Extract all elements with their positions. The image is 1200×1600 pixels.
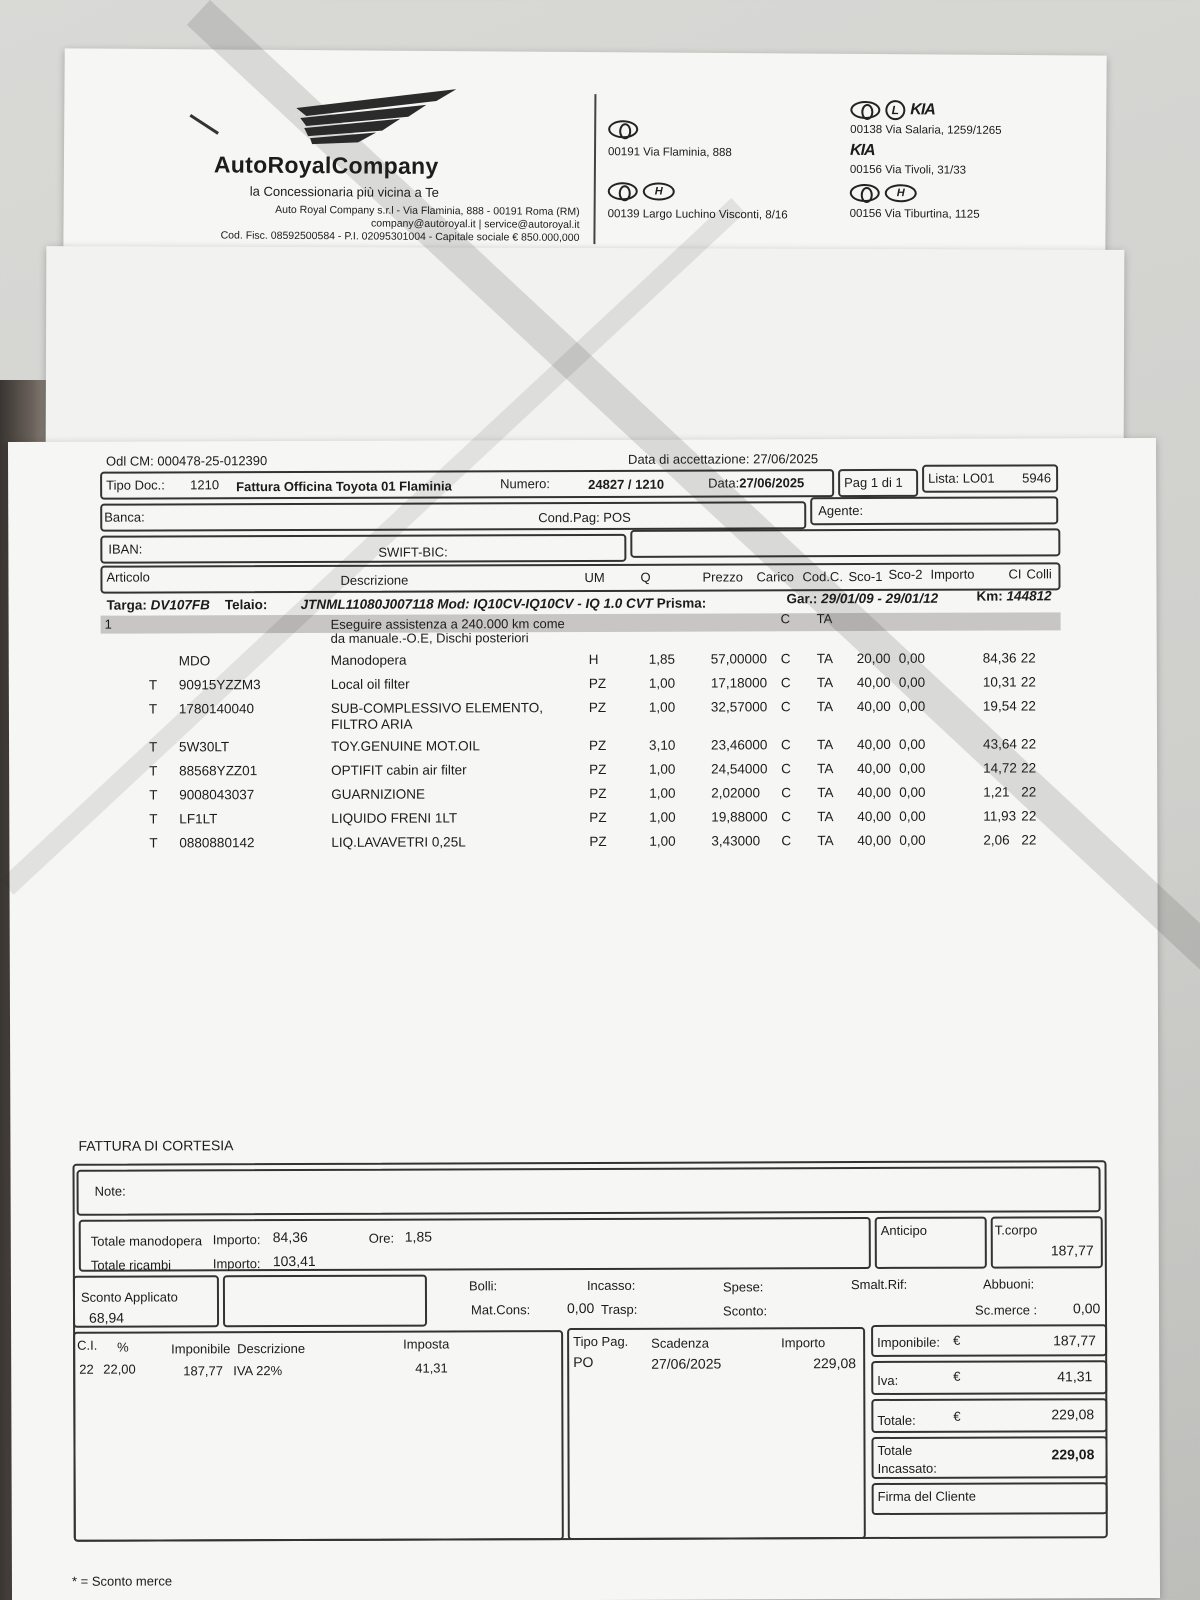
vat-ci: 22: [79, 1361, 94, 1377]
accept-label: Data di accettazione:: [628, 451, 750, 467]
incasso-label: Incasso:: [586, 1277, 636, 1293]
col-ci: CI: [1008, 566, 1022, 582]
mod-value: IQ10CV-IQ10CV - IQ 1.0 CVT: [473, 595, 653, 612]
line-sco1: 40,00: [856, 674, 891, 691]
line-t: T: [149, 739, 158, 755]
line-prezzo: 32,57000: [710, 699, 768, 715]
line-sco2: 0,00: [899, 760, 926, 776]
incassato-label-1: Totale: [877, 1442, 913, 1458]
iva-label: Iva:: [877, 1372, 899, 1388]
line-desc: LIQUIDO FRENI 1LT: [331, 810, 458, 826]
line-art: MDO: [178, 653, 211, 669]
line-imp: 19,54: [982, 698, 1017, 714]
line-desc: Manodopera: [330, 652, 407, 668]
line-ci: 22: [1020, 698, 1036, 714]
line-t: T: [149, 787, 158, 803]
vat-h-pct: %: [117, 1339, 129, 1355]
line-q: 1,00: [649, 761, 676, 777]
matcons-label: Mat.Cons:: [470, 1302, 531, 1318]
iban-right-box: [630, 528, 1060, 558]
line-prezzo: 19,88000: [711, 809, 768, 825]
line-art: LF1LT: [179, 811, 218, 827]
swift-label: SWIFT-BIC:: [378, 544, 448, 560]
group-shade: [101, 612, 1061, 633]
line-sco1: 40,00: [857, 736, 891, 753]
garanzia-line: Gar.: 29/01/09 - 29/01/12: [786, 590, 939, 607]
col-colli: Colli: [1026, 566, 1052, 582]
line-sco2: 0,00: [899, 832, 926, 848]
line-codc: TA: [816, 651, 834, 667]
line-codc: TA: [817, 809, 834, 825]
location-3: 00138 Via Salaria, 1259/1265: [850, 123, 1002, 137]
line-ci: 22: [1021, 784, 1037, 800]
line-carico: C: [781, 761, 791, 777]
toyota-icon: [608, 182, 638, 200]
euro-icon: €: [953, 1408, 961, 1424]
location-logos-1: [608, 120, 638, 138]
line-art: 9008043037: [179, 787, 255, 803]
line-prezzo: 2,02000: [711, 785, 761, 801]
cortesia-title: FATTURA DI CORTESIA: [78, 1137, 234, 1154]
kia-icon: KIA: [849, 141, 875, 160]
line-imp: 10,31: [982, 674, 1017, 690]
line-desc: Local oil filter: [330, 676, 410, 692]
telaio-line: JTNML11080J007118 Mod: IQ10CV-IQ10CV - IQ 1.0 CVT Prisma:: [300, 595, 707, 612]
line-carico: C: [781, 833, 792, 849]
line-sco1: 40,00: [857, 832, 892, 849]
line-um: H: [588, 651, 599, 667]
line-codc: TA: [816, 699, 834, 715]
line-art: 90915YZZM3: [178, 677, 261, 693]
vat-pct: 22,00: [103, 1361, 136, 1377]
data-value: 27/06/2025: [739, 475, 805, 491]
line-sco2: 0,00: [899, 736, 926, 752]
line-desc: LIQ.LAVAVETRI 0,25L: [331, 834, 466, 850]
matcons-value: 0,00: [566, 1299, 595, 1317]
line-sco2: 0,00: [899, 808, 926, 824]
lexus-icon: L: [885, 100, 905, 120]
location-logos-4: [850, 142, 875, 160]
line-ci: 22: [1021, 736, 1037, 752]
pay-tipo: PO: [573, 1353, 594, 1371]
line-art: 5W30LT: [179, 739, 230, 755]
imponibile-label: Imponibile:: [877, 1334, 941, 1350]
tipo-label: Tipo Doc.:: [106, 477, 165, 493]
location-4: 00156 Via Tivoli, 31/33: [849, 163, 967, 177]
location-logos-5: [850, 184, 917, 202]
line-ci: 22: [1020, 674, 1036, 690]
vat-h-ci: C.I.: [77, 1337, 98, 1353]
banca-label: Banca:: [104, 509, 145, 525]
line-um: PZ: [589, 833, 607, 849]
numero-value: 24827 / 1210: [588, 476, 665, 492]
line-carico: C: [780, 651, 791, 667]
line-sco2: 0,00: [898, 698, 926, 714]
tot-ric-label: Totale ricambi: [90, 1257, 172, 1273]
spese-label: Spese:: [722, 1279, 764, 1295]
line-ci: 22: [1021, 832, 1037, 848]
invoice-body: [8, 438, 1160, 1600]
vat-h-imposta: Imposta: [403, 1336, 450, 1352]
lista-value: 5946: [1022, 470, 1052, 486]
line-q: 1,00: [649, 785, 676, 801]
line-art: 88568YZZ01: [179, 763, 258, 779]
odl-value: 000478-25-012390: [157, 453, 268, 469]
condpag: Cond.Pag: POS: [538, 509, 631, 526]
iva-value: 41,31: [1057, 1368, 1093, 1385]
location-2: 00139 Largo Luchino Visconti, 8/16: [607, 208, 788, 222]
line-sco1: 40,00: [856, 698, 891, 715]
line-um: PZ: [589, 737, 607, 753]
col-codc: Cod.C.: [802, 569, 843, 585]
lista-label: Lista: LO01: [928, 470, 995, 486]
sconto2-label: Sconto:: [722, 1303, 768, 1319]
scmerce-value: 0,00: [1072, 1300, 1101, 1317]
tot-mano-label: Totale manodopera: [90, 1233, 203, 1249]
vat-h-imponibile: Imponibile: [171, 1341, 231, 1357]
line-t: T: [149, 811, 158, 827]
toyota-icon: [850, 184, 880, 202]
pay-h-scadenza: Scadenza: [651, 1335, 709, 1351]
iban-label: IBAN:: [108, 541, 143, 557]
line-sco2: 0,00: [899, 784, 926, 800]
firma-label: Firma del Cliente: [877, 1488, 976, 1504]
km-line: Km: 144812: [976, 588, 1052, 604]
col-carico: Carico: [756, 569, 795, 585]
toyota-icon: [608, 120, 638, 138]
line-desc: SUB-COMPLESSIVO ELEMENTO,: [330, 700, 543, 716]
line-prezzo: 17,18000: [710, 675, 768, 691]
vat-imponibile: 187,77: [183, 1363, 224, 1379]
abbuoni-label: Abbuoni:: [982, 1276, 1035, 1292]
odl-label: Odl CM:: [106, 453, 154, 469]
line-um: PZ: [588, 699, 607, 715]
group-ta: TA: [816, 611, 833, 627]
line-ci: 22: [1021, 760, 1037, 776]
tipo-value: 1210: [190, 477, 220, 493]
pay-h-importo: Importo: [781, 1335, 826, 1351]
line-sco2: 0,00: [898, 674, 926, 690]
trasp-label: Trasp:: [600, 1301, 638, 1317]
col-sco1: Sco-1: [848, 568, 883, 585]
line-sco2: 0,00: [898, 650, 926, 666]
line-t: T: [149, 763, 158, 779]
importo-label-2: Importo:: [212, 1256, 261, 1272]
location-logos-3: [850, 100, 935, 121]
line-desc: GUARNIZIONE: [331, 786, 426, 802]
km-value: 144812: [1006, 588, 1052, 604]
note-label: Note:: [94, 1183, 126, 1199]
col-um: UM: [584, 569, 605, 585]
sconto-value: 68,94: [89, 1309, 125, 1326]
line-t: T: [149, 835, 158, 851]
line-imp: 1,21: [983, 784, 1010, 800]
tipo-desc: Fattura Officina Toyota 01 Flaminia: [236, 478, 452, 495]
hyundai-icon: H: [885, 184, 917, 202]
line-prezzo: 24,54000: [711, 761, 768, 777]
vat-imposta: 41,31: [415, 1360, 448, 1376]
line-carico: C: [781, 785, 791, 801]
vat-desc: IVA 22%: [233, 1363, 283, 1379]
sconto-label: Sconto Applicato: [80, 1289, 178, 1305]
line-carico: C: [780, 699, 791, 715]
location-logos-2: [608, 182, 675, 200]
line-q: 1,00: [648, 699, 676, 715]
gar-value: 29/01/09 - 29/01/12: [821, 590, 939, 607]
targa-value: DV107FB: [150, 597, 210, 613]
blank-box: [223, 1275, 427, 1328]
line-sco1: 20,00: [856, 650, 891, 667]
line-codc: TA: [817, 833, 834, 849]
location-5: 00156 Via Tiburtina, 1125: [849, 207, 980, 221]
brand-name: AutoRoyalCompany: [213, 151, 439, 179]
tot-ric-value: 103,41: [272, 1252, 316, 1270]
line-codc: TA: [817, 785, 834, 801]
toyota-icon: [850, 101, 880, 119]
line-um: PZ: [589, 809, 607, 825]
group-desc-2: da manuale.-O.E, Dischi posteriori: [330, 630, 529, 646]
line-q: 1,00: [649, 809, 676, 825]
tot-mano-value: 84,36: [272, 1228, 308, 1246]
anticipo-label: Anticipo: [880, 1222, 928, 1238]
scmerce-label: Sc.merce :: [974, 1302, 1038, 1318]
hyundai-icon: H: [643, 182, 675, 200]
line-carico: C: [781, 737, 791, 753]
line-sco1: 40,00: [857, 808, 892, 825]
tcorpo-value: 187,77: [1050, 1242, 1094, 1259]
numero-label: Numero:: [500, 476, 551, 492]
euro-icon: €: [953, 1332, 961, 1348]
kia-icon: KIA: [910, 101, 935, 119]
data-label: Data:: [708, 475, 740, 491]
line-imp: 2,06: [983, 832, 1010, 848]
line-prezzo: 57,00000: [710, 651, 768, 667]
col-q: Q: [640, 569, 651, 585]
line-imp: 11,93: [983, 808, 1017, 824]
bolli-label: Bolli:: [468, 1278, 498, 1294]
invoice-content: [8, 438, 1160, 1600]
line-um: PZ: [589, 761, 607, 777]
wrench-icon: [188, 113, 222, 137]
line-codc: TA: [817, 737, 834, 753]
line-sco1: 40,00: [857, 784, 892, 801]
header-divider: [593, 94, 596, 244]
incassato-value: 229,08: [1051, 1446, 1095, 1463]
agente-label: Agente:: [818, 503, 864, 519]
pay-h-tipo: Tipo Pag.: [573, 1333, 629, 1350]
line-art: 1780140040: [178, 701, 255, 717]
col-descrizione: Descrizione: [340, 572, 409, 588]
line-art: 0880880142: [179, 835, 255, 851]
line-um: PZ: [589, 785, 607, 801]
ore-value: 1,85: [404, 1228, 433, 1245]
vehicle-line: Targa: DV107FB Telaio:: [106, 597, 268, 613]
line-imp: 84,36: [982, 650, 1017, 666]
line-imp: 43,64: [983, 736, 1017, 752]
euro-icon: €: [953, 1368, 961, 1384]
line-codc: TA: [816, 675, 834, 691]
line-t: T: [148, 677, 158, 693]
line-codc: TA: [817, 761, 834, 777]
line-imp: 14,72: [983, 760, 1017, 776]
tcorpo-label: T.corpo: [994, 1222, 1038, 1238]
line-desc: OPTIFIT cabin air filter: [331, 762, 467, 778]
totale-label: Totale:: [877, 1412, 916, 1428]
tagline: la Concessionaria più vicina a Te: [249, 183, 439, 200]
line-carico: C: [781, 809, 792, 825]
letterhead: [63, 48, 1106, 265]
line-sco1: 40,00: [857, 760, 891, 777]
col-articolo: Articolo: [106, 569, 150, 585]
location-1: 00191 Via Flaminia, 888: [607, 146, 732, 160]
pay-scadenza: 27/06/2025: [651, 1355, 722, 1372]
line-um: PZ: [588, 675, 607, 691]
smalt-label: Smalt.Rif:: [850, 1276, 908, 1293]
group-c: C: [780, 611, 791, 627]
line-q: 1,00: [649, 833, 676, 849]
incassato-label-2: Incassato:: [877, 1460, 937, 1476]
col-importo: Importo: [930, 566, 975, 582]
note-box: [77, 1166, 1101, 1216]
company-address: Auto Royal Company s.r.l - Via Flaminia, 888 - 00191 Roma (RM) company@autoroyal.it | service@autoroyal.it Cod. Fisc. 08592500584 - P.I. 02095301004 - Capitale sociale € 850.000,000: [220, 203, 580, 244]
pay-importo: 229,08: [813, 1355, 857, 1372]
pag-text: Pag 1 di 1: [844, 474, 903, 491]
line-q: 1,00: [648, 675, 676, 691]
group-desc-1: Eseguire assistenza a 240.000 km come: [330, 616, 565, 632]
telaio-value: JTNML11080J007118: [300, 596, 434, 612]
col-sco2: Sco-2: [888, 566, 923, 582]
line-ci: 22: [1021, 808, 1037, 824]
line-desc2: FILTRO ARIA: [330, 716, 413, 732]
vat-box: [73, 1330, 564, 1542]
line-ci: 22: [1020, 650, 1036, 666]
line-prezzo: 23,46000: [711, 737, 768, 753]
line-q: 3,10: [649, 737, 676, 753]
col-prezzo: Prezzo: [702, 569, 743, 585]
line-t: T: [148, 701, 158, 717]
line-desc: TOY.GENUINE MOT.OIL: [331, 738, 480, 754]
totale-value: 229,08: [1051, 1406, 1095, 1423]
footnote: * = Sconto merce: [71, 1573, 173, 1589]
vat-h-descrizione: Descrizione: [237, 1340, 306, 1357]
importo-label-1: Importo:: [212, 1232, 261, 1248]
line-q: 1,85: [648, 651, 676, 667]
accept-date: 27/06/2025: [753, 451, 819, 467]
imponibile-value: 187,77: [1053, 1332, 1096, 1349]
group-number: 1: [104, 616, 112, 632]
line-carico: C: [780, 675, 791, 691]
ore-label: Ore:: [368, 1230, 395, 1246]
banca-box: [100, 501, 806, 531]
line-prezzo: 3,43000: [711, 833, 761, 849]
